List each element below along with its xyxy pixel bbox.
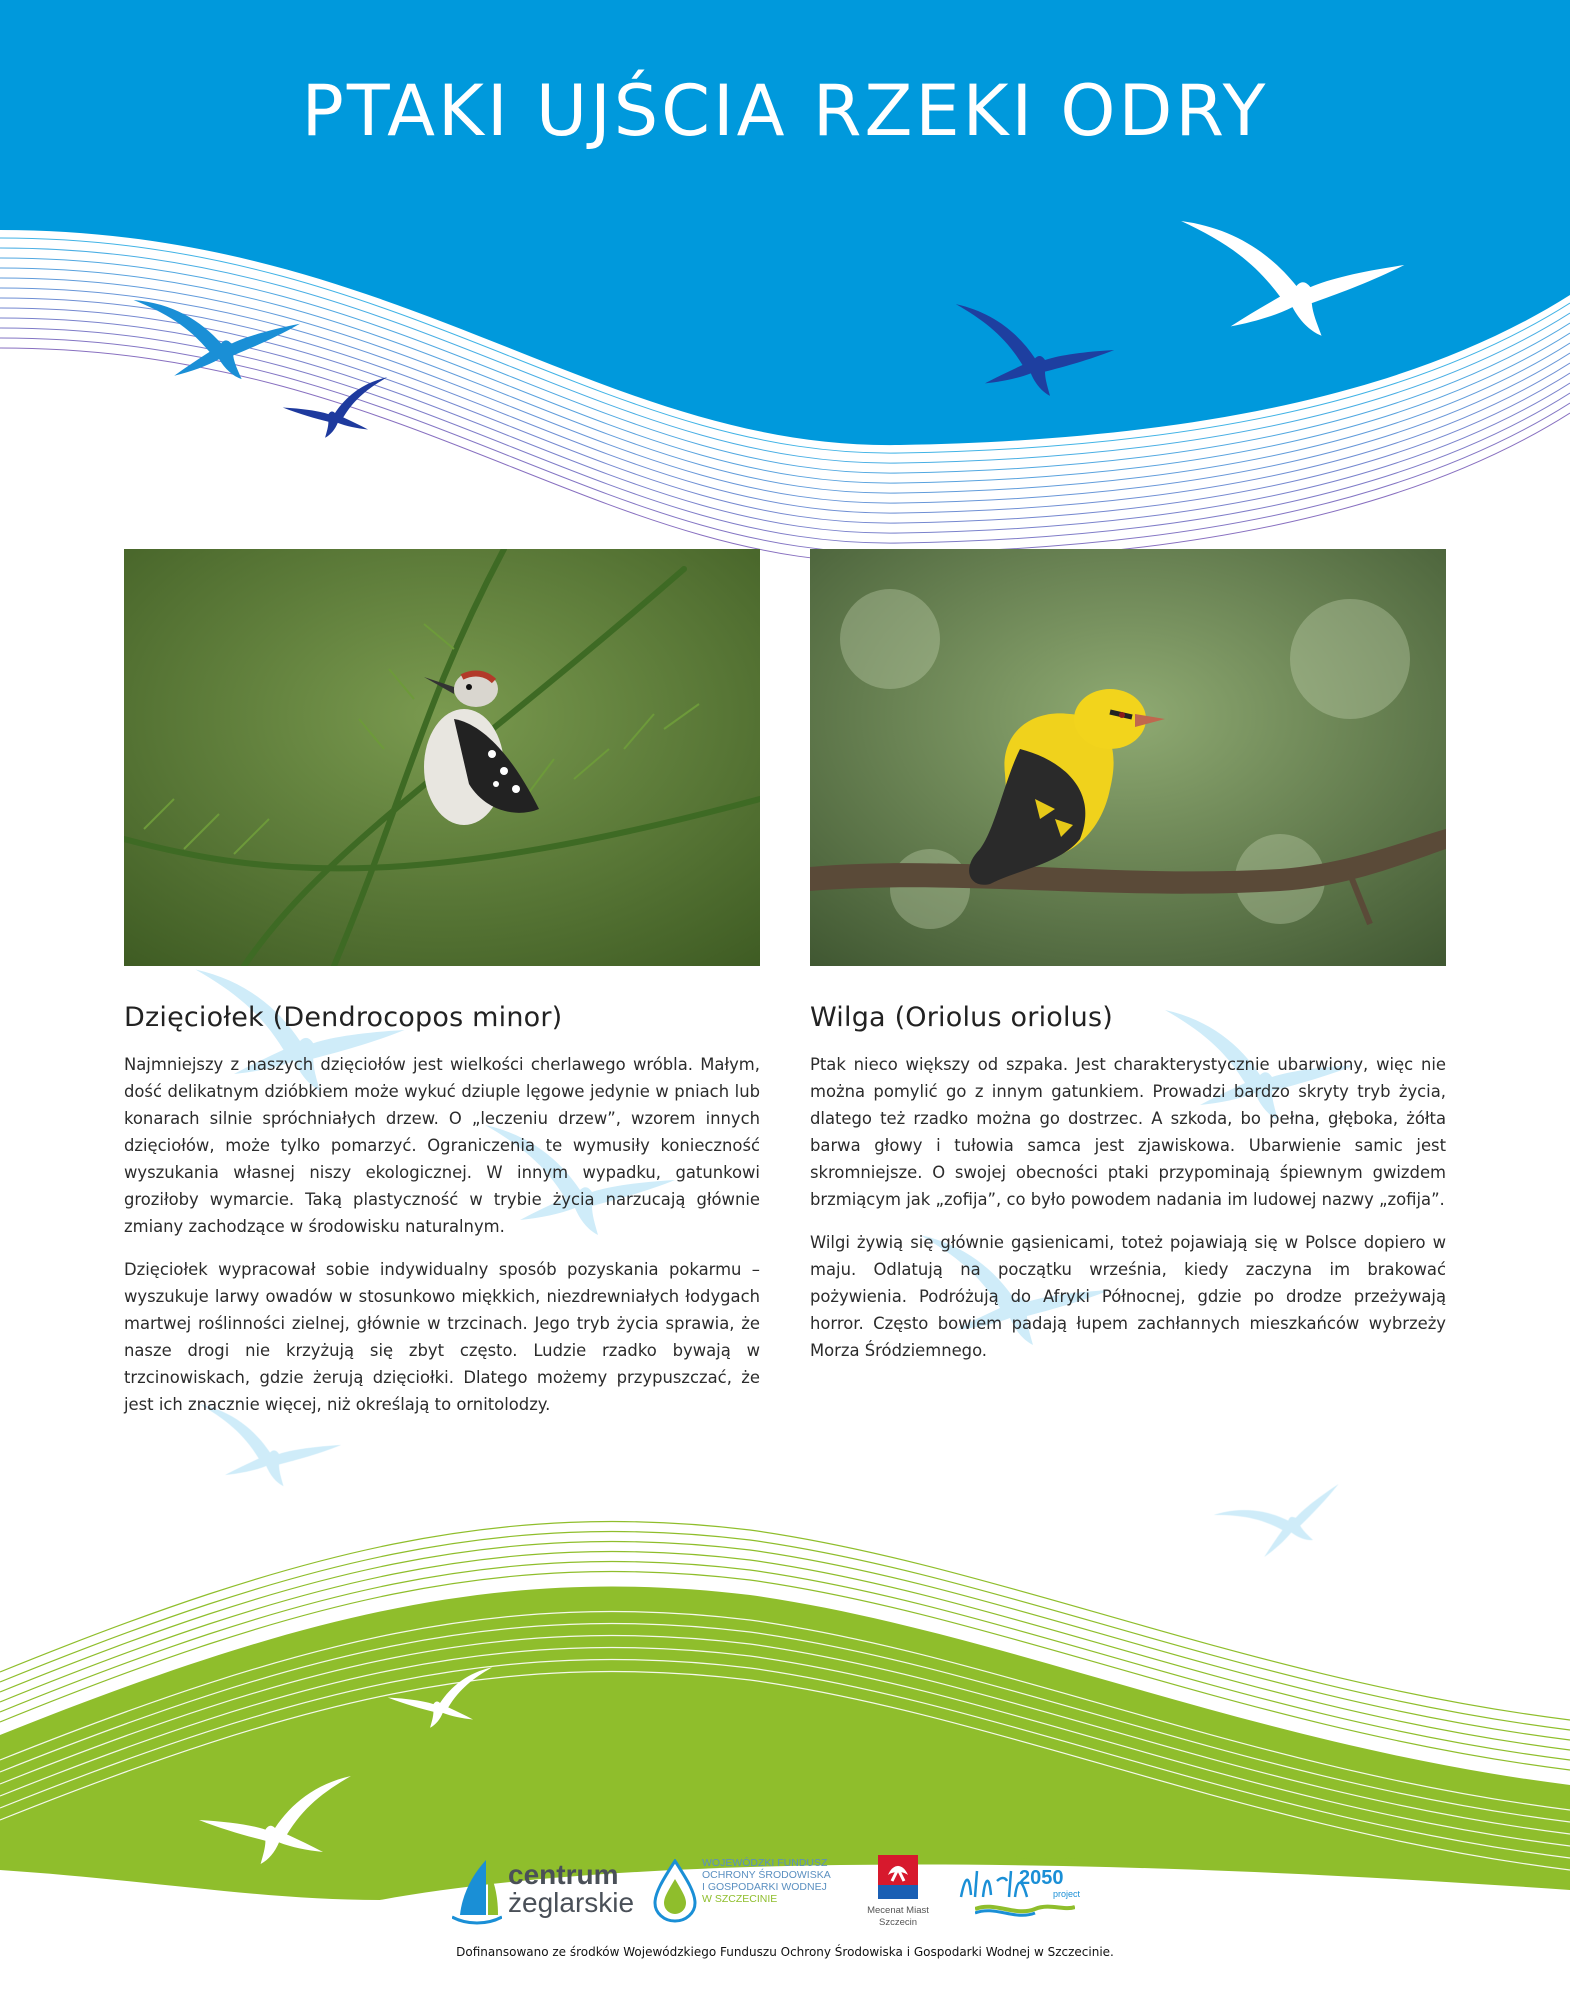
logo-text: Mecenat Miast <box>867 1905 929 1916</box>
logo-text: W SZCZECINIE <box>702 1893 778 1905</box>
header-wave <box>0 0 1570 445</box>
species-title: Dzięciołek (Dendrocopos minor) <box>124 1002 563 1033</box>
species-paragraph: Najmniejszy z naszych dzięciołów jest wielkości cherlawego wróbla. Małym, dość delikatnym dzióbkiem może wykuć dziuple lęgowe jedynie w pniach lub konarach silnie spróchniałych drzew. O „leczeniu drzew”, wzorem innych dzięciołów, może tylko pomarzyć. Ograniczenia te wymusiły konieczność wyszukania własnej niszy ekologicznej. W innym wypadku, gatunkowi groziłoby wymarcie. Taką plastyczność w trybie życia narzucają głównie zmiany zachodzące w środowisku naturalnym. <box>124 1055 760 1236</box>
city-emblem-icon <box>878 1855 918 1899</box>
sail-icon <box>452 1855 502 1925</box>
logo-text: floating garden <box>1015 1855 1082 1866</box>
logo-text: OCHRONY ŚRODOWISKA <box>702 1869 831 1881</box>
header-bird-icon <box>283 377 388 438</box>
wave-logo-icon <box>975 1901 1075 1917</box>
species-paragraph: Wilgi żywią się głównie gąsienicami, toteż pojawiają się w Polsce dopiero w maju. Odlatują na początku września, kiedy zaczyna im brakować pożywienia. Podróżują do Afryki Północnej, gdzie po drodze przeżywają horror. Często bowiem padają łupem zachłannych mieszkańców wybrzeży Morza Śródziemnego. <box>810 1233 1446 1360</box>
logo-text: project <box>1053 1889 1081 1899</box>
logo-text: WOJEWÓDZKI FUNDUSZ <box>702 1857 828 1869</box>
species-card-right <box>810 549 1446 1380</box>
water-drop-icon <box>652 1859 698 1923</box>
species-paragraph: Dzięciołek wypracował sobie indywidualny sposób pozyskania pokarmu – wyszukuje larwy owadów w stosunkowo miękkich, niezdrewniałych łodygach martwej roślinności zielnej, głównie w trzcinach. Jego tryb życia sprawia, że nasze drogi nie krzyżują się zbyt często. Ludzie rzadko bywają w trzcinowiskach, gdzie żerują dzięciołki. Dlatego możemy przypuszczać, że jest ich znacznie więcej, niż określają to ornitolodzy. <box>124 1260 760 1414</box>
woodpecker-image <box>124 549 760 966</box>
logo-centrum-zeglarskie <box>452 1855 635 1925</box>
logo-text: I GOSPODARKI WODNEJ <box>702 1881 827 1893</box>
species-card-left <box>124 549 760 1434</box>
logo-text: Szczecin <box>878 1917 917 1928</box>
oriole-photo <box>810 549 1446 966</box>
species-paragraph: Ptak nieco większy od szpaka. Jest charakterystycznie ubarwiony, więc nie można pomylić go z innym gatunkiem. Prowadzi bardzo skryty tryb życia, dlatego też rzadko można go dostrzec. A szkoda, bo pełna, głęboka, żółta barwa głowy i tułowia samca jest zjawiskowa. Ubarwienie samic jest skromniejsze. O swojej obecności ptaki przypominają śpiewnym gwizdem brzmiącym jak „zofija”, co było powodem nadania im ludowej nazwy „zofija”. <box>810 1055 1446 1209</box>
header-bird-icon <box>134 277 307 392</box>
faint-bird-icon <box>1214 1453 1357 1577</box>
logo-wfosigw <box>652 1855 842 1925</box>
sponsor-logos <box>0 1855 1570 1935</box>
woodpecker-photo <box>124 549 760 966</box>
logo-mecenat <box>866 1855 936 1935</box>
oriole-image <box>810 549 1446 966</box>
page-title: PTAKI UJŚCIA RZEKI ODRY <box>301 70 1269 152</box>
funding-note: Dofinansowano ze środków Wojewódzkiego Funduszu Ochrony Środowiska i Gospodarki Wodnej w Szczecinie. <box>456 1945 1114 1959</box>
logo-text: żeglarskie <box>508 1887 635 1918</box>
logo-text: centrum <box>508 1859 619 1890</box>
logo-text: 2050 <box>1019 1867 1064 1889</box>
logo-floating-garden <box>955 1855 1095 1931</box>
species-title: Wilga (Oriolus oriolus) <box>810 1002 1113 1033</box>
